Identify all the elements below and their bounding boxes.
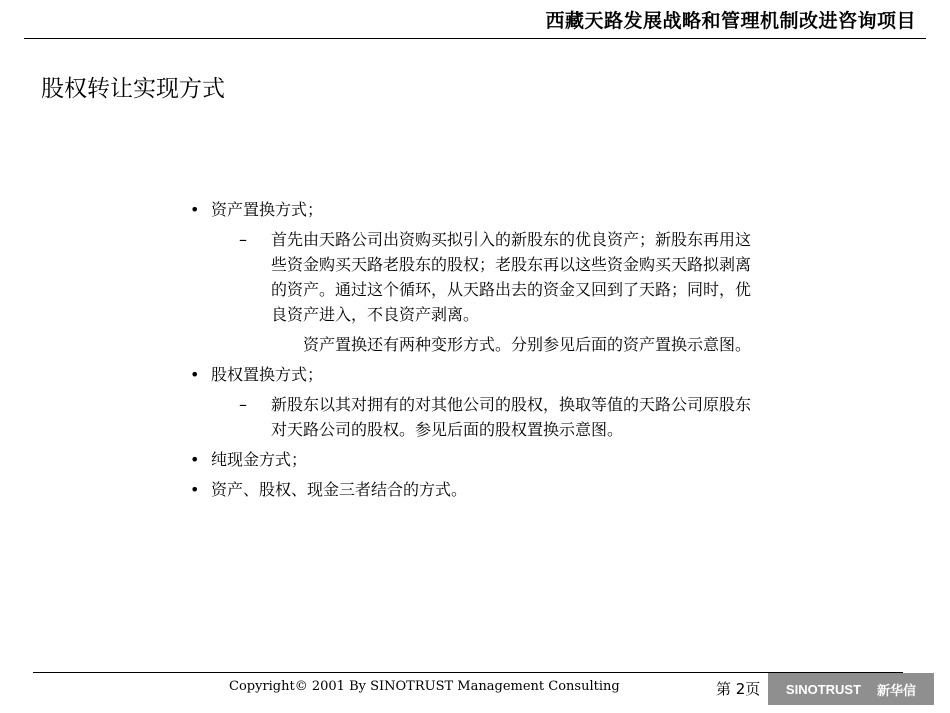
dash-icon: – xyxy=(239,230,247,249)
brand-name-en: SINOTRUST xyxy=(785,681,862,697)
bullet-text: 资产置换方式； xyxy=(211,200,324,219)
dash-icon: – xyxy=(239,395,247,414)
bullet-item-equity-swap xyxy=(190,362,770,387)
bullet-icon: • xyxy=(190,365,200,384)
bullet-text: 资产、股权、现金三者结合的方式。 xyxy=(211,480,468,499)
bullet-icon: • xyxy=(190,200,200,219)
slide-content xyxy=(190,192,770,502)
asset-swap-note: 资产置换还有两种变形方式。分别参见后面的资产置换示意图。 xyxy=(303,335,752,354)
sub-item-equity-swap-detail xyxy=(239,392,770,442)
brand-name-cn: 新华信 xyxy=(877,682,917,698)
bullet-text: 纯现金方式； xyxy=(211,450,308,469)
bullet-item-cash xyxy=(190,447,770,472)
header-divider xyxy=(24,38,926,39)
copyright-text: Copyright© 2001 By SINOTRUST Management Consulting xyxy=(229,679,620,694)
sub-item-text: 首先由天路公司出资购买拟引入的新股东的优良资产；新股东再用这些资金购买天路老股东的股权；老股东再以这些资金购买天路拟剥离的资产。通过这个循环，从天路出去的资金又回到了天路；同时，优良资产进入，不良资产剥离。 xyxy=(271,230,752,324)
bullet-item-combined xyxy=(190,477,770,502)
sub-item-text: 新股东以其对拥有的对其他公司的股权，换取等值的天路公司原股东对天路公司的股权。参见后面的股权置换示意图。 xyxy=(271,395,752,439)
bullet-icon: • xyxy=(190,480,200,499)
project-title: 西藏天路发展战略和管理机制改进咨询项目 xyxy=(545,10,916,32)
page-number: 第 2页 xyxy=(716,680,761,698)
bullet-item-asset-swap xyxy=(190,197,770,222)
brand-logo xyxy=(768,673,934,705)
slide-title: 股权转让实现方式 xyxy=(41,76,225,102)
bullet-text: 股权置换方式； xyxy=(211,365,324,384)
sub-item-asset-swap-detail xyxy=(239,227,770,327)
bullet-icon: • xyxy=(190,450,200,469)
